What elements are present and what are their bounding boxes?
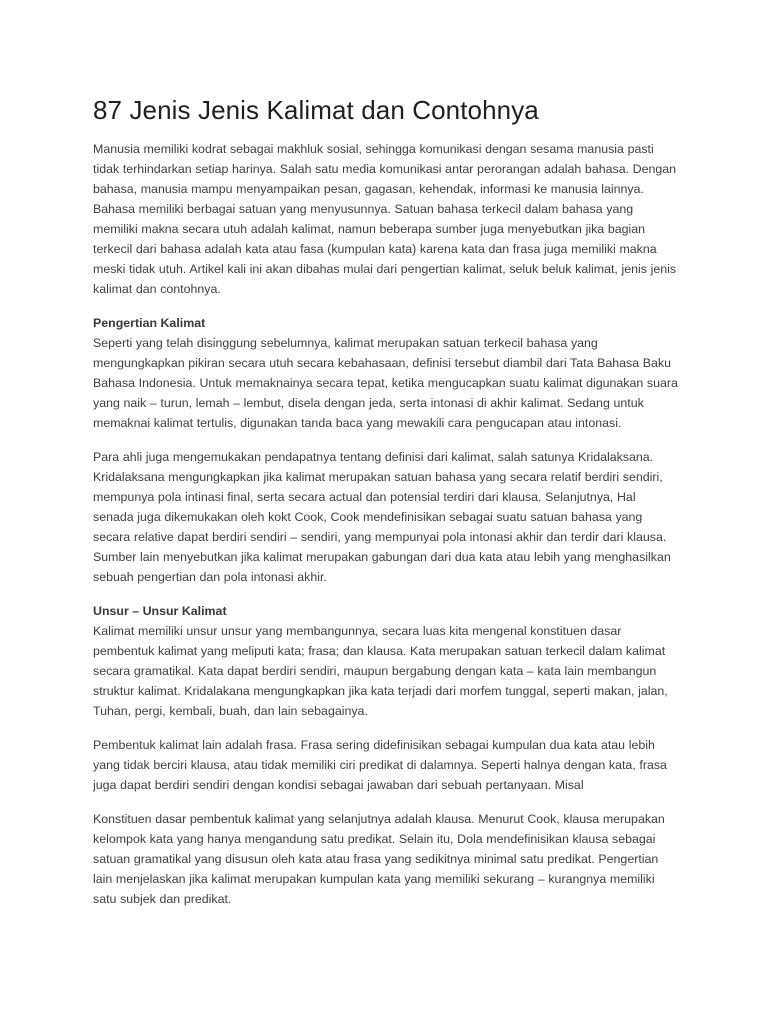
- section-unsur-kalimat: [93, 601, 679, 909]
- paragraph: Para ahli juga mengemukakan pendapatnya tentang definisi dari kalimat, salah satunya Kridalaksana. Kridalaksana mengungkapkan jika kalimat merupakan satuan bahasa yang secara relatif berdiri sendiri, mempunya pola intinasi final, serta secara actual dan potensial terdiri dari klausa. Selanjutnya, Hal senada juga dikemukakan oleh kokt Cook, Cook mendefinisikan sebagai suatu satuan bahasa yang secara relative dapat berdiri sendiri – sendiri, yang mempunyai pola intonasi akhir dan terdir dari klausa. Sumber lain menyebutkan jika kalimat merupakan gabungan dari dua kata atau lebih yang menghasilkan sebuah pengertian dan pola intonasi akhir.: [93, 450, 671, 584]
- section-heading: Pengertian Kalimat: [93, 316, 206, 330]
- document-title: 87 Jenis Jenis Kalimat dan Contohnya: [93, 95, 539, 125]
- intro-paragraph: Manusia memiliki kodrat sebagai makhluk sosial, sehingga komunikasi dengan sesama manusia pasti tidak terhindarkan setiap harinya. Salah satu media komunikasi antar perorangan adalah bahasa. Dengan bahasa, manusia mampu menyampaikan pesan, gagasan, kehendak, informasi ke manusia lainnya. Bahasa memiliki berbagai satuan yang menyusunnya. Satuan bahasa terkecil dalam bahasa yang memiliki makna secara utuh adalah kalimat, namun beberapa sumber juga menyebutkan jika bagian terkecil dari bahasa adalah kata atau fasa (kumpulan kata) karena kata dan frasa juga memiliki makna meski tidak utuh. Artikel kali ini akan dibahas mulai dari pengertian kalimat, seluk beluk kalimat, jenis jenis kalimat dan contohnya.: [93, 142, 677, 296]
- paragraph: Kalimat memiliki unsur unsur yang membangunnya, secara luas kita mengenal konstituen dasar pembentuk kalimat yang meliputi kata; frasa; dan klausa. Kata merupakan satuan terkecil dalam kalimat secara gramatikal. Kata dapat berdiri sendiri, maupun bergabung dengan kata – kata lain membangun struktur kalimat. Kridalakana mengungkapkan jika kata terjadi dari morfem tunggal, seperti makan, jalan, Tuhan, pergi, kembali, buah, dan lain sebagainya.: [93, 624, 668, 718]
- paragraph: Seperti yang telah disinggung sebelumnya, kalimat merupakan satuan terkecil bahasa yang mengungkapkan pikiran secara utuh secara kebahasaan, definisi tersebut diambil dari Tata Bahasa Baku Bahasa Indonesia. Untuk memaknainya secara tepat, ketika mengucapkan suatu kalimat digunakan suara yang naik – turun, lemah – lembut, disela dengan jeda, serta intonasi di akhir kalimat. Sedang untuk memaknai kalimat tertulis, digunakan tanda baca yang mewakili cara pengucapan atau intonasi.: [93, 336, 678, 430]
- section-pengertian-kalimat: [93, 313, 679, 587]
- paragraph: Konstituen dasar pembentuk kalimat yang selanjutnya adalah klausa. Menurut Cook, klausa merupakan kelompok kata yang hanya mengandung satu predikat. Selain itu, Dola mendefinisikan klausa sebagai satuan gramatikal yang disusun oleh kata atau frasa yang sedikitnya minimal satu predikat. Pengertian lain menjelaskan jika kalimat merupakan kumpulan kata yang memiliki sekurang – kurangnya memiliki satu subjek dan predikat.: [93, 812, 665, 906]
- section-heading: Unsur – Unsur Kalimat: [93, 604, 227, 618]
- document-page: [93, 94, 679, 909]
- paragraph: Pembentuk kalimat lain adalah frasa. Frasa sering didefinisikan sebagai kumpulan dua kata atau lebih yang tidak berciri klausa, atau tidak memiliki ciri predikat di dalamnya. Seperti halnya dengan kata, frasa juga dapat berdiri sendiri dengan kondisi sebagai jawaban dari sebuah pertanyaan. Misal: [93, 738, 667, 792]
